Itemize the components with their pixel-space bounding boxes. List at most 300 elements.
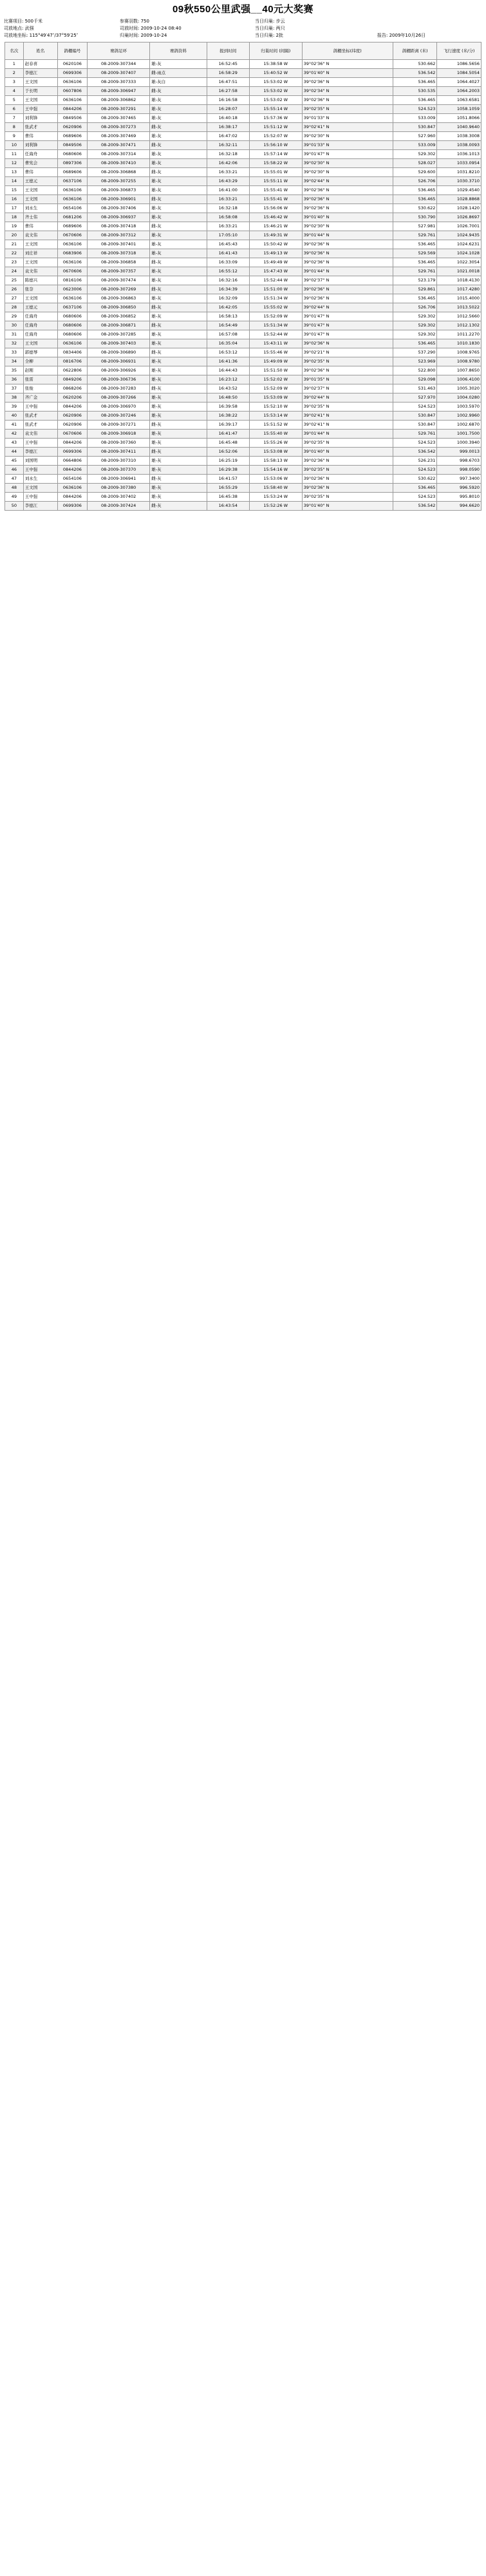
table-cell: 0680606 xyxy=(57,150,87,159)
table-row xyxy=(5,303,481,312)
table-cell: 530.622 xyxy=(393,475,436,484)
table-cell: 08-2009-307318 xyxy=(88,249,150,258)
table-cell: 齐士伟 xyxy=(23,213,57,222)
table-cell: 郭德琴 xyxy=(23,348,57,357)
table-cell: 16:43:29 xyxy=(207,177,249,186)
table-cell: 王中强 xyxy=(23,402,57,412)
table-cell: 16:58:13 xyxy=(207,312,249,321)
table-row xyxy=(5,439,481,448)
table-cell: 16:41:00 xyxy=(207,186,249,195)
table-cell: 0620906 xyxy=(57,421,87,430)
page-title: 09秋550公里武强__40元大奖赛 xyxy=(172,3,314,15)
arrive-label: 当日归巢: xyxy=(255,19,275,24)
table-cell: 0816706 xyxy=(57,357,87,366)
table-cell: 雌-灰 xyxy=(150,348,207,357)
table-cell: 21 xyxy=(5,240,24,249)
table-cell: 16:53:12 xyxy=(207,348,249,357)
table-row xyxy=(5,267,481,276)
table-cell: 16:45:48 xyxy=(207,439,249,448)
table-cell: 雄-灰 xyxy=(150,132,207,141)
table-cell: 1024.1028 xyxy=(437,249,481,258)
table-cell: 雄-灰 xyxy=(150,312,207,321)
table-cell: 08-2009-307471 xyxy=(88,141,150,150)
table-cell: 0670606 xyxy=(57,430,87,439)
table-cell: 0636106 xyxy=(57,339,87,348)
table-cell: 25 xyxy=(5,276,24,285)
table-cell: 1008.9765 xyxy=(437,348,481,357)
table-cell: 08-2009-306931 xyxy=(88,357,150,366)
table-cell: 526.706 xyxy=(393,177,436,186)
table-cell: 38 xyxy=(5,393,24,402)
table-cell: 530.847 xyxy=(393,421,436,430)
table-cell: 39°02'36" N xyxy=(302,204,393,213)
table-cell: 528.027 xyxy=(393,159,436,168)
table-cell: 529.861 xyxy=(393,285,436,294)
table-cell: 齐广金 xyxy=(23,393,57,402)
table-cell: 530.622 xyxy=(393,204,436,213)
return-day-value: 2批 xyxy=(276,33,284,38)
table-cell: 08-2009-307360 xyxy=(88,439,150,448)
day-value: 两只 xyxy=(276,26,285,31)
table-cell: 赵刚 xyxy=(23,366,57,375)
table-cell: 16:57:08 xyxy=(207,330,249,339)
table-cell: 08-2009-307291 xyxy=(88,105,150,114)
table-cell: 33 xyxy=(5,348,24,357)
table-cell: 李德江 xyxy=(23,502,57,511)
table-cell: 雄-灰 xyxy=(150,114,207,123)
table-cell: 17 xyxy=(5,204,24,213)
table-cell: 16:29:38 xyxy=(207,466,249,475)
table-cell: 16:32:18 xyxy=(207,150,249,159)
table-cell: 雄-灰 xyxy=(150,240,207,249)
table-cell: 雄-灰 xyxy=(150,375,207,384)
table-cell: 27 xyxy=(5,294,24,303)
table-cell: 08-2009-306871 xyxy=(88,321,150,330)
table-cell: 0636106 xyxy=(57,294,87,303)
table-cell: 15:55:01 W xyxy=(249,168,302,177)
table-cell: 15:55:11 W xyxy=(249,177,302,186)
release-time: 2009-10-24 08:40 xyxy=(140,26,182,31)
table-cell: 0699306 xyxy=(57,448,87,457)
table-cell: 522.800 xyxy=(393,366,436,375)
table-cell: 15:54:16 W xyxy=(249,466,302,475)
table-cell: 15:55:26 W xyxy=(249,439,302,448)
table-cell: 雌-灰 xyxy=(150,384,207,393)
table-cell: 0844206 xyxy=(57,439,87,448)
table-cell: 雌-灰 xyxy=(150,303,207,312)
column-header: 名次 xyxy=(5,43,24,60)
return-label: 归巢时间: xyxy=(120,33,140,38)
table-cell: 39°01'47" N xyxy=(302,312,393,321)
table-cell: 于长明 xyxy=(23,87,57,96)
table-row xyxy=(5,69,481,78)
table-cell: 39°02'36" N xyxy=(302,339,393,348)
table-cell: 16:55:29 xyxy=(207,484,249,493)
table-cell: 雌-灰 xyxy=(150,141,207,150)
table-cell: 雌-灰 xyxy=(150,502,207,511)
table-cell: 524.523 xyxy=(393,105,436,114)
table-cell: 刘国明 xyxy=(23,457,57,466)
table-cell: 李德江 xyxy=(23,448,57,457)
table-cell: 雄-灰 xyxy=(150,366,207,375)
table-row xyxy=(5,330,481,339)
table-cell: 刘利锋 xyxy=(23,141,57,150)
table-cell: 39°02'36" N xyxy=(302,78,393,87)
table-row xyxy=(5,276,481,285)
table-cell: 雄-灰 xyxy=(150,330,207,339)
table-cell: 7 xyxy=(5,114,24,123)
table-cell: 1086.5656 xyxy=(437,60,481,69)
table-cell: 15:55:46 W xyxy=(249,348,302,357)
table-cell: 15:53:06 W xyxy=(249,475,302,484)
column-header: 鸽棚距离 (米) xyxy=(393,43,436,60)
table-cell: 08-2009-307314 xyxy=(88,150,150,159)
table-cell: 536.465 xyxy=(393,240,436,249)
table-cell: 39°01'40" N xyxy=(302,69,393,78)
table-cell: 雄-灰 xyxy=(150,231,207,240)
table-cell: 15:49:13 W xyxy=(249,249,302,258)
table-cell: 王文国 xyxy=(23,186,57,195)
table-cell: 530.535 xyxy=(393,87,436,96)
table-cell: 王中强 xyxy=(23,466,57,475)
table-cell: 1007.8650 xyxy=(437,366,481,375)
table-cell: 39°01'47" N xyxy=(302,150,393,159)
table-cell: 997.3400 xyxy=(437,475,481,484)
table-cell: 524.523 xyxy=(393,439,436,448)
table-cell: 雄-灰 xyxy=(150,339,207,348)
table-cell: 15:53:02 W xyxy=(249,78,302,87)
table-cell: 08-2009-307255 xyxy=(88,177,150,186)
table-cell: 11 xyxy=(5,150,24,159)
column-header: 报到时间 xyxy=(207,43,249,60)
table-cell: 0620206 xyxy=(57,393,87,402)
table-cell: 0636106 xyxy=(57,78,87,87)
table-cell: 1017.4280 xyxy=(437,285,481,294)
coord-label: 司放地坐标: xyxy=(4,33,28,38)
table-cell: 王文国 xyxy=(23,484,57,493)
table-cell: 08-2009-307465 xyxy=(88,114,150,123)
table-cell: 16:35:04 xyxy=(207,339,249,348)
table-cell: 陈德兴 xyxy=(23,276,57,285)
table-cell: 08-2009-306947 xyxy=(88,87,150,96)
table-cell: 08-2009-307273 xyxy=(88,123,150,132)
table-cell: 28 xyxy=(5,303,24,312)
table-cell: 527.981 xyxy=(393,222,436,231)
table-row xyxy=(5,366,481,375)
table-cell: 1033.0954 xyxy=(437,159,481,168)
table-cell: 雄-灰 xyxy=(150,267,207,276)
table-cell: 39°02'35" N xyxy=(302,439,393,448)
table-cell: 39°02'44" N xyxy=(302,303,393,312)
release-place-label: 司放地点: xyxy=(4,26,24,31)
column-header: 鸽棚坐标(纬度) xyxy=(302,43,393,60)
table-cell: 08-2009-307271 xyxy=(88,421,150,430)
table-cell: 雄-灰 xyxy=(150,150,207,159)
table-cell: 0849206 xyxy=(57,375,87,384)
table-cell: 袁文伟 xyxy=(23,231,57,240)
table-cell: 529.302 xyxy=(393,330,436,339)
table-cell: 雄-灰 xyxy=(150,249,207,258)
table-row xyxy=(5,285,481,294)
table-cell: 46 xyxy=(5,466,24,475)
table-cell: 刘利锋 xyxy=(23,114,57,123)
table-cell: 1001.7500 xyxy=(437,430,481,439)
table-row xyxy=(5,240,481,249)
table-cell: 16:52:45 xyxy=(207,60,249,69)
table-cell: 45 xyxy=(5,457,24,466)
table-cell: 40 xyxy=(5,412,24,421)
table-cell: 15:53:09 W xyxy=(249,393,302,402)
table-cell: 1038.0093 xyxy=(437,141,481,150)
table-cell: 0699306 xyxy=(57,502,87,511)
table-cell: 雄-灰 xyxy=(150,204,207,213)
table-cell: 0681206 xyxy=(57,213,87,222)
table-cell: 王文国 xyxy=(23,78,57,87)
table-cell: 16:33:21 xyxy=(207,168,249,177)
table-row xyxy=(5,141,481,150)
table-cell: 1 xyxy=(5,60,24,69)
table-cell: 529.098 xyxy=(393,375,436,384)
table-cell: 雄-灰 xyxy=(150,213,207,222)
table-cell: 533.009 xyxy=(393,114,436,123)
table-cell: 524.523 xyxy=(393,466,436,475)
table-cell: 08-2009-306852 xyxy=(88,312,150,321)
table-cell: 15:52:26 W xyxy=(249,502,302,511)
table-cell: 529.302 xyxy=(393,150,436,159)
table-cell: 1021.0018 xyxy=(437,267,481,276)
table-cell: 39°02'41" N xyxy=(302,412,393,421)
table-cell: 雄-灰 xyxy=(150,457,207,466)
table-cell: 0868206 xyxy=(57,384,87,393)
table-cell: 1013.5022 xyxy=(437,303,481,312)
table-cell: 雄-灰 xyxy=(150,430,207,439)
table-cell: 1018.4130 xyxy=(437,276,481,285)
table-cell: 536.465 xyxy=(393,96,436,105)
table-cell: 16:52:06 xyxy=(207,448,249,457)
table-row xyxy=(5,96,481,105)
table-cell: 15:51:34 W xyxy=(249,294,302,303)
table-cell: 0607806 xyxy=(57,87,87,96)
table-cell: 39°02'36" N xyxy=(302,285,393,294)
table-row xyxy=(5,159,481,168)
table-cell: 32 xyxy=(5,339,24,348)
table-cell: 39°01'33" N xyxy=(302,114,393,123)
race-name-label: 比赛项目: xyxy=(4,19,24,24)
table-cell: 537.290 xyxy=(393,348,436,357)
table-row xyxy=(5,222,481,231)
table-cell: 08-2009-306890 xyxy=(88,348,150,357)
table-cell: 王文国 xyxy=(23,258,57,267)
table-cell: 王文国 xyxy=(23,195,57,204)
table-cell: 39°01'40" N xyxy=(302,213,393,222)
table-cell: 4 xyxy=(5,87,24,96)
table-cell: 0680606 xyxy=(57,321,87,330)
table-cell: 23 xyxy=(5,258,24,267)
table-cell: 10 xyxy=(5,141,24,150)
table-cell: 15:52:07 W xyxy=(249,132,302,141)
report-label: 报告: xyxy=(377,33,388,38)
table-cell: 15:53:14 W xyxy=(249,412,302,421)
table-cell: 15:57:36 W xyxy=(249,114,302,123)
table-cell: 0636106 xyxy=(57,484,87,493)
table-cell: 0622806 xyxy=(57,366,87,375)
table-cell: 15:58:40 W xyxy=(249,484,302,493)
table-cell: 任海舟 xyxy=(23,150,57,159)
table-cell: 536.465 xyxy=(393,195,436,204)
table-cell: 16:42:06 xyxy=(207,159,249,168)
table-row xyxy=(5,168,481,177)
table-cell: 16:58:29 xyxy=(207,69,249,78)
table-cell: 08-2009-307370 xyxy=(88,466,150,475)
table-cell: 全柳 xyxy=(23,357,57,366)
table-cell: 08-2009-306970 xyxy=(88,402,150,412)
table-row xyxy=(5,249,481,258)
coord: 115°49′47″/37°59′25″ xyxy=(29,33,79,38)
table-row xyxy=(5,258,481,267)
table-cell: 1051.8066 xyxy=(437,114,481,123)
table-cell: 16:34:39 xyxy=(207,285,249,294)
table-cell: 31 xyxy=(5,330,24,339)
table-cell: 雄-灰白 xyxy=(150,78,207,87)
table-cell: 0670606 xyxy=(57,231,87,240)
table-cell: 536.542 xyxy=(393,502,436,511)
table-cell: 39°02'41" N xyxy=(302,123,393,132)
table-cell: 529.761 xyxy=(393,267,436,276)
table-cell: 15:52:44 W xyxy=(249,276,302,285)
arrive-count: 步云 xyxy=(276,19,285,24)
table-cell: 曹伟 xyxy=(23,132,57,141)
table-row xyxy=(5,339,481,348)
table-row xyxy=(5,448,481,457)
table-cell: 536.465 xyxy=(393,258,436,267)
table-row xyxy=(5,150,481,159)
table-cell: 08-2009-307380 xyxy=(88,484,150,493)
table-cell: 08-2009-306937 xyxy=(88,213,150,222)
table-cell: 曹宪会 xyxy=(23,159,57,168)
entry-count: 750 xyxy=(140,19,149,24)
table-cell: 16:23:12 xyxy=(207,375,249,384)
table-cell: 16:47:51 xyxy=(207,78,249,87)
table-cell: 12 xyxy=(5,159,24,168)
table-cell: 15:53:08 W xyxy=(249,448,302,457)
column-header: 姓名 xyxy=(23,43,57,60)
table-cell: 张武才 xyxy=(23,412,57,421)
table-cell: 0683906 xyxy=(57,249,87,258)
table-cell: 0844206 xyxy=(57,466,87,475)
table-cell: 0689606 xyxy=(57,222,87,231)
table-cell: 张雷 xyxy=(23,375,57,384)
table-cell: 0680606 xyxy=(57,312,87,321)
table-cell: 雄-灰 xyxy=(150,439,207,448)
table-cell: 16:32:16 xyxy=(207,276,249,285)
table-cell: 雌-灰 xyxy=(150,448,207,457)
table-row xyxy=(5,384,481,393)
table-cell: 08-2009-307403 xyxy=(88,339,150,348)
table-cell: 王德元 xyxy=(23,177,57,186)
table-cell: 536.465 xyxy=(393,78,436,87)
table-cell: 16:58:08 xyxy=(207,213,249,222)
table-cell: 15:47:43 W xyxy=(249,267,302,276)
table-cell: 995.8010 xyxy=(437,493,481,502)
table-cell: 18 xyxy=(5,213,24,222)
table-cell: 08-2009-307469 xyxy=(88,132,150,141)
table-cell: 15:50:42 W xyxy=(249,240,302,249)
table-cell: 16:32:11 xyxy=(207,141,249,150)
table-cell: 19 xyxy=(5,222,24,231)
table-cell: 0897306 xyxy=(57,159,87,168)
table-cell: 15:49:09 W xyxy=(249,357,302,366)
table-cell: 15:51:50 W xyxy=(249,366,302,375)
column-header: 鸽棚编号 xyxy=(57,43,87,60)
table-cell: 1028.8868 xyxy=(437,195,481,204)
table-cell: 15:56:10 W xyxy=(249,141,302,150)
info-row-3 xyxy=(4,32,482,39)
table-cell: 530.847 xyxy=(393,123,436,132)
table-row xyxy=(5,294,481,303)
table-cell: 雄-灰 xyxy=(150,177,207,186)
table-cell: 0670606 xyxy=(57,267,87,276)
table-cell: 16:41:57 xyxy=(207,475,249,484)
table-row xyxy=(5,60,481,69)
table-cell: 雌-灰 xyxy=(150,87,207,96)
table-cell: 24 xyxy=(5,267,24,276)
table-cell: 1015.4000 xyxy=(437,294,481,303)
table-cell: 536.465 xyxy=(393,339,436,348)
table-cell: 雄-灰 xyxy=(150,484,207,493)
table-cell: 刘永生 xyxy=(23,204,57,213)
table-cell: 08-2009-307333 xyxy=(88,78,150,87)
table-cell: 523.969 xyxy=(393,357,436,366)
table-cell: 1024.6231 xyxy=(437,240,481,249)
table-cell: 30 xyxy=(5,321,24,330)
table-cell: 雌-灰 xyxy=(150,285,207,294)
table-cell: 雌-灰 xyxy=(150,168,207,177)
table-cell: 39°02'44" N xyxy=(302,393,393,402)
table-cell: 0636106 xyxy=(57,96,87,105)
table-cell: 527.960 xyxy=(393,132,436,141)
table-cell: 16:47:02 xyxy=(207,132,249,141)
table-cell: 08-2009-307283 xyxy=(88,384,150,393)
table-cell: 16:48:50 xyxy=(207,393,249,402)
table-cell: 08-2009-306918 xyxy=(88,430,150,439)
table-row xyxy=(5,493,481,502)
table-cell: 08-2009-307424 xyxy=(88,502,150,511)
table-cell: 李德江 xyxy=(23,69,57,78)
table-cell: 526.231 xyxy=(393,457,436,466)
table-cell: 16:27:58 xyxy=(207,87,249,96)
table-cell: 08-2009-306873 xyxy=(88,186,150,195)
table-cell: 39°02'37" N xyxy=(302,276,393,285)
table-cell: 15:52:02 W xyxy=(249,375,302,384)
table-cell: 雌-灰 xyxy=(150,222,207,231)
table-cell: 39°01'47" N xyxy=(302,330,393,339)
table-cell: 0699306 xyxy=(57,69,87,78)
table-cell: 15:51:00 W xyxy=(249,285,302,294)
table-cell: 08-2009-306862 xyxy=(88,96,150,105)
table-cell: 523.179 xyxy=(393,276,436,285)
release-time-label: 司放时间: xyxy=(120,26,140,31)
table-cell: 15:58:13 W xyxy=(249,457,302,466)
column-header: 赛鸽资料 xyxy=(150,43,207,60)
table-cell: 16:39:58 xyxy=(207,402,249,412)
table-cell: 曹伟 xyxy=(23,168,57,177)
table-row xyxy=(5,195,481,204)
table-cell: 15:53:24 W xyxy=(249,493,302,502)
table-cell: 08-2009-307266 xyxy=(88,393,150,402)
table-cell: 08-2009-307410 xyxy=(88,159,150,168)
table-cell: 张俊 xyxy=(23,384,57,393)
table-cell: 13 xyxy=(5,168,24,177)
